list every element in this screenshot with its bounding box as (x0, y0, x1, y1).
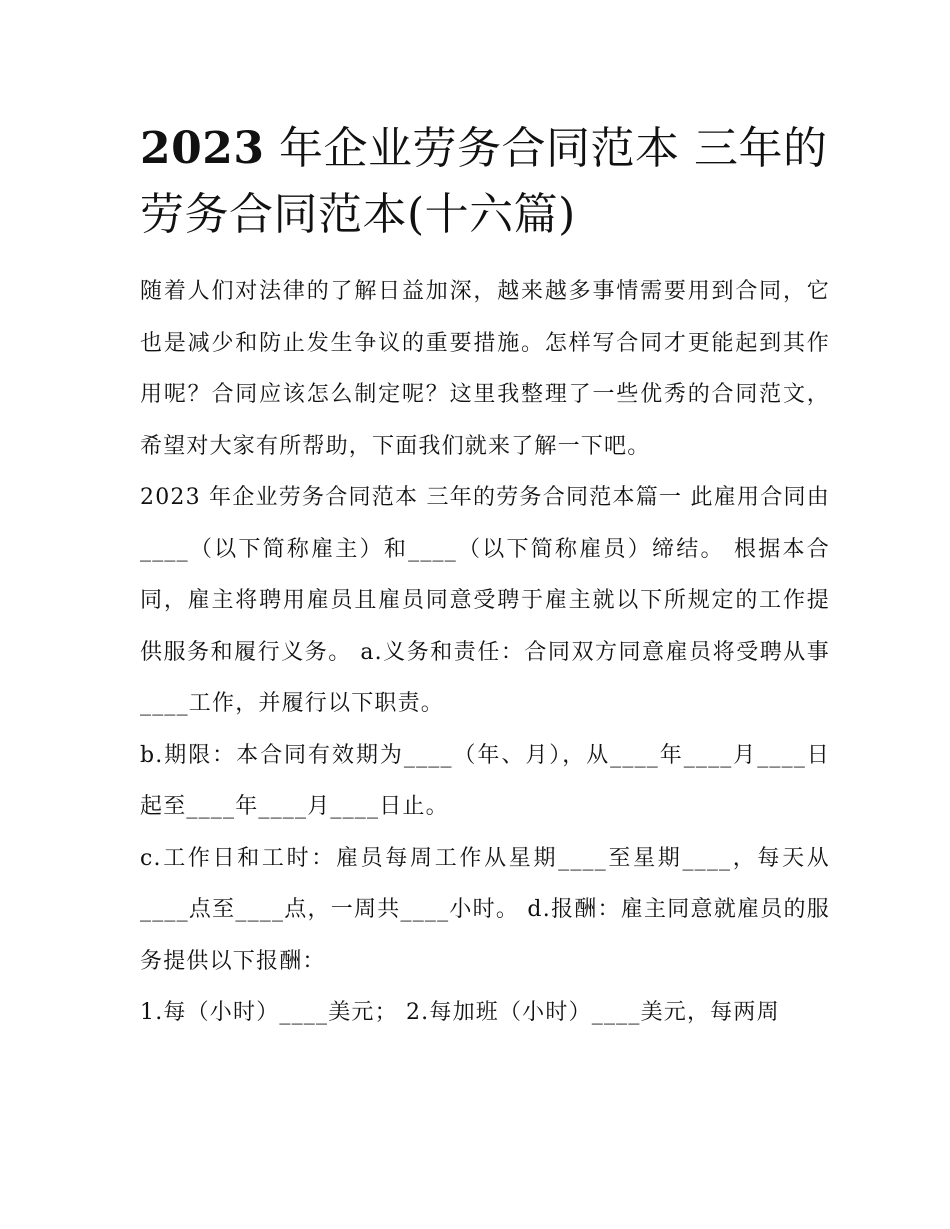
term-paragraph: b.期限：本合同有效期为____（年、月），从____年____月____日起至____年____月____日止。 (140, 742, 830, 819)
document-body (140, 116, 830, 1039)
contract-paragraph-1: 2023 年企业劳务合同范本 三年的劳务合同范本篇一 此雇用合同由____（以下简称雇主）和____（以下简称雇员）缔结。 根据本合同，雇主将聘用雇员且雇员同意受聘于雇主就以下所规定的工作提供服务和履行义务。 a.义务和责任：合同双方同意雇员将受聘从事____工作，并履行以下职责。 (140, 485, 830, 716)
pay-paragraph: 1.每（小时）____美元； 2.每加班（小时）____美元，每两周 (140, 1000, 780, 1025)
intro-paragraph: 随着人们对法律的了解日益加深，越来越多事情需要用到合同，它也是减少和防止发生争议的重要措施。怎样写合同才更能起到其作用呢？合同应该怎么制定呢？这里我整理了一些优秀的合同范文，希望对大家有所帮助，下面我们就来了解一下吧。 (140, 279, 830, 459)
document-title (140, 116, 830, 248)
title-year: 2023 (140, 123, 265, 174)
title-text: 年企业劳务合同范本 三年的劳务合同范本(十六篇) (140, 123, 828, 240)
workhours-paragraph: c.工作日和工时：雇员每周工作从星期____至星期____，每天从____点至____点，一周共____小时。 d.报酬：雇主同意就雇员的服务提供以下报酬： (140, 845, 830, 974)
